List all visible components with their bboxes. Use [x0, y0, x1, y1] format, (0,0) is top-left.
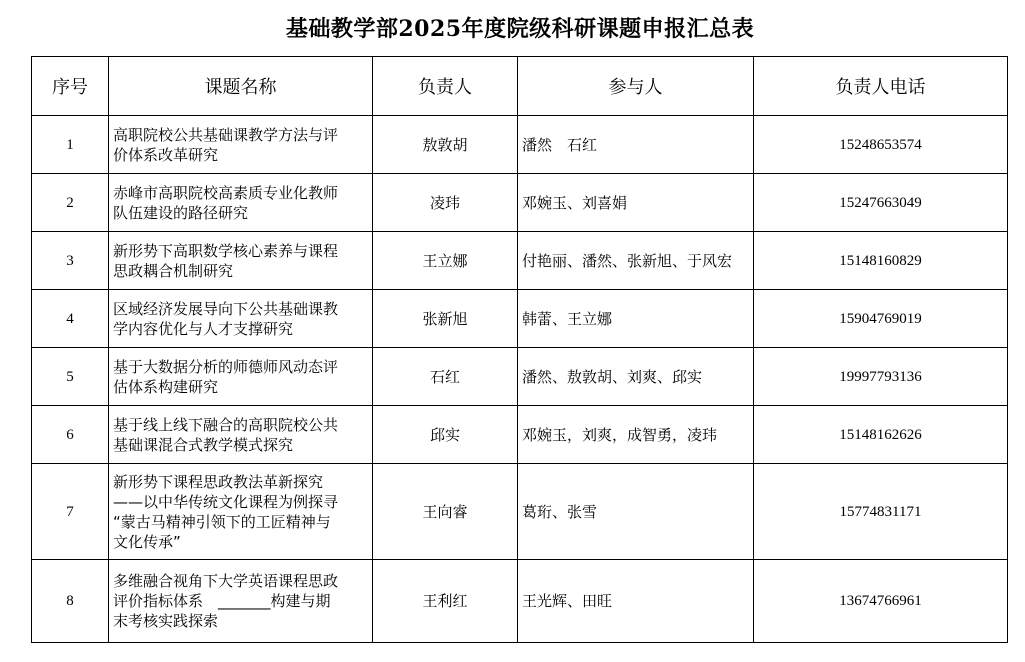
row-topic [109, 174, 373, 232]
row-topic-text: 基于线上线下融合的高职院校公共 基础课混合式教学模式探究 [113, 415, 339, 454]
row-phone: 15904769019 [754, 290, 1008, 348]
row-leader: 凌玮 [373, 174, 518, 232]
row-topic-text: 区域经济发展导向下公共基础课教 学内容优化与人才支撑研究 [113, 299, 339, 338]
row-members: 韩蕾、王立娜 [518, 290, 754, 348]
row-seq: 1 [32, 116, 109, 174]
row-phone: 15248653574 [754, 116, 1008, 174]
row-topic [109, 464, 373, 560]
header-leader: 负责人 [373, 57, 518, 116]
row-topic-text: 基于大数据分析的师德师风动态评 估体系构建研究 [113, 357, 339, 396]
row-leader: 石红 [373, 348, 518, 406]
table-row [32, 232, 1008, 290]
row-phone: 15148162626 [754, 406, 1008, 464]
row-phone: 15148160829 [754, 232, 1008, 290]
table-header-row [32, 57, 1008, 116]
row-topic [109, 116, 373, 174]
row-seq: 7 [32, 464, 109, 560]
row-leader: 张新旭 [373, 290, 518, 348]
row-phone: 15774831171 [754, 464, 1008, 560]
row-members: 邓婉玉，刘爽，成智勇，凌玮 [518, 406, 754, 464]
header-topic: 课题名称 [109, 57, 373, 116]
table-row [32, 290, 1008, 348]
table-row [32, 174, 1008, 232]
row-members: 潘然 石红 [518, 116, 754, 174]
row-leader: 王向睿 [373, 464, 518, 560]
row-members: 王光辉、田旺 [518, 560, 754, 643]
table-row [32, 406, 1008, 464]
row-seq: 2 [32, 174, 109, 232]
row-phone: 19997793136 [754, 348, 1008, 406]
summary-table [31, 56, 1008, 643]
row-topic [109, 560, 373, 643]
row-topic-text: 赤峰市高职院校高素质专业化教师 队伍建设的路径研究 [113, 183, 339, 222]
row-topic-text: 新形势下课程思政教法革新探究 ——以中华传统文化课程为例探寻 “蒙古马精神引领下的工匠精神与 文化传承” [113, 472, 339, 551]
row-leader: 邱实 [373, 406, 518, 464]
row-seq: 5 [32, 348, 109, 406]
row-seq: 8 [32, 560, 109, 643]
row-topic [109, 348, 373, 406]
header-members: 参与人 [518, 57, 754, 116]
row-phone: 13674766961 [754, 560, 1008, 643]
row-members: 邓婉玉、刘喜娟 [518, 174, 754, 232]
table-row [32, 348, 1008, 406]
page-title: 基础教学部2025年度院级科研课题申报汇总表 [285, 16, 755, 42]
row-seq: 4 [32, 290, 109, 348]
row-leader: 敖敦胡 [373, 116, 518, 174]
row-topic [109, 290, 373, 348]
row-members: 葛珩、张雪 [518, 464, 754, 560]
row-members: 潘然、敖敦胡、刘爽、邱实 [518, 348, 754, 406]
row-seq: 6 [32, 406, 109, 464]
table-row [32, 116, 1008, 174]
row-members: 付艳丽、潘然、张新旭、于风宏 [518, 232, 754, 290]
table-row [32, 464, 1008, 560]
row-leader: 王立娜 [373, 232, 518, 290]
row-topic [109, 406, 373, 464]
row-topic-text: 新形势下高职数学核心素养与课程 思政耦合机制研究 [113, 241, 339, 280]
header-seq: 序号 [32, 57, 109, 116]
row-phone: 15247663049 [754, 174, 1008, 232]
row-seq: 3 [32, 232, 109, 290]
row-topic [109, 232, 373, 290]
table-row [32, 560, 1008, 643]
row-leader: 王利红 [373, 560, 518, 643]
row-topic-text: 高职院校公共基础课教学方法与评 价体系改革研究 [113, 125, 339, 164]
row-topic-text: 多维融合视角下大学英语课程思政 评价指标体系 _______构建与期 末考核实践探索 [113, 572, 339, 630]
header-phone: 负责人电话 [754, 57, 1008, 116]
